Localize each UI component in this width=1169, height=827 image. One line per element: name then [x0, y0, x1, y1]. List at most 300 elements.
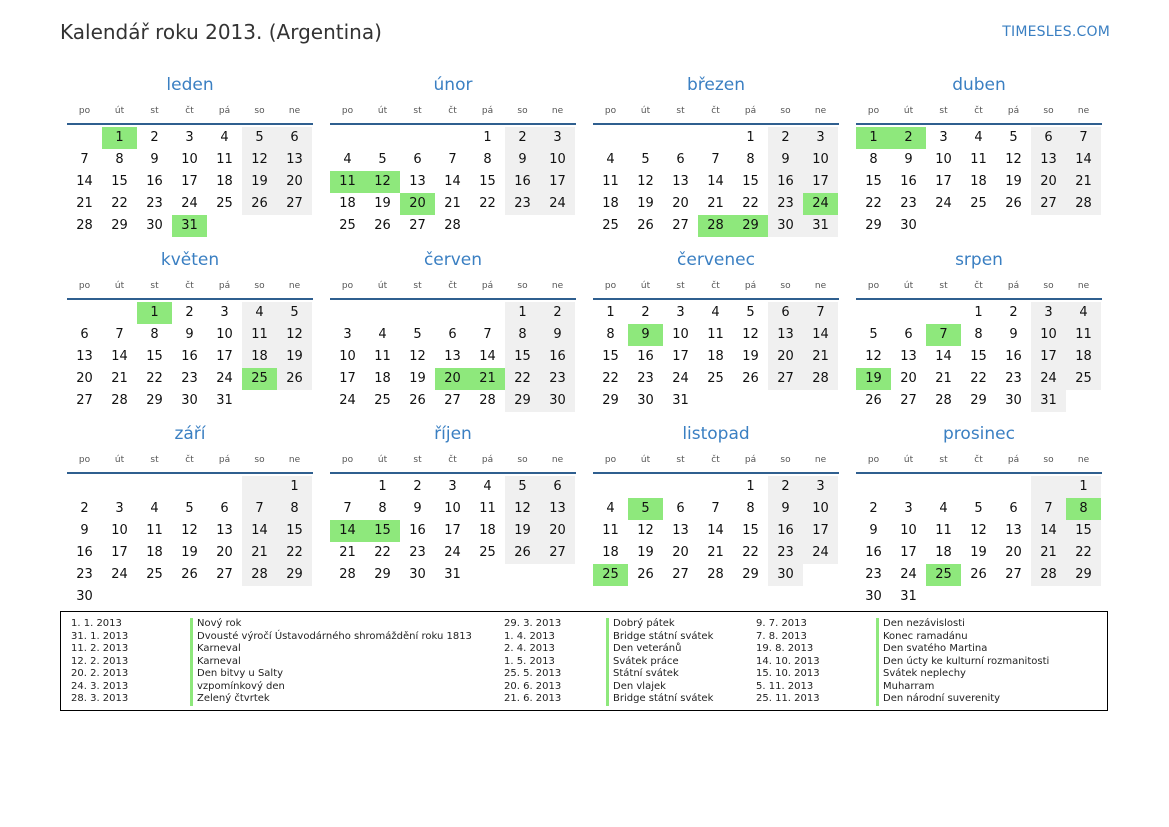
weekday-label: ne — [551, 106, 564, 116]
weekday-label: pá — [1007, 281, 1020, 291]
day-cell: 26 — [409, 393, 426, 408]
day-cell: 25 — [374, 393, 391, 408]
empty-cell — [663, 476, 698, 498]
day-cell: 4 — [606, 152, 615, 167]
day-cell: 7 — [343, 501, 352, 516]
day-cell: 24 — [111, 567, 128, 582]
day-cell: 18 — [374, 371, 391, 386]
weekday-label: po — [867, 106, 880, 116]
holiday-date: 25. 5. 2013 — [504, 668, 562, 679]
day-cell: 28 — [1031, 564, 1066, 586]
weekday-label: ne — [288, 455, 301, 465]
day-cell: 25 — [216, 196, 233, 211]
weekday-label: ne — [814, 281, 827, 291]
holiday-day: 19 — [856, 368, 891, 390]
weekday-label: po — [341, 106, 354, 116]
day-cell: 5 — [413, 327, 422, 342]
day-cell: 21 — [444, 196, 461, 211]
day-cell: 21 — [111, 371, 128, 386]
day-cell: 18 — [602, 196, 619, 211]
month-8 — [67, 423, 313, 608]
day-cell: 2 — [185, 305, 194, 320]
day-grid — [330, 127, 576, 237]
day-cell: 14 — [76, 174, 93, 189]
holiday-name: Bridge státní svátek — [606, 693, 713, 706]
day-cell: 24 — [181, 196, 198, 211]
day-cell: 24 — [216, 371, 233, 386]
day-cell: 2 — [150, 130, 159, 145]
weekday-label: st — [939, 455, 948, 465]
legend-row — [504, 681, 713, 694]
day-cell: 23 — [505, 193, 540, 215]
weekday-label: čt — [448, 281, 457, 291]
day-cell: 21 — [1066, 171, 1101, 193]
holiday-day: 28 — [698, 215, 733, 237]
legend-row — [504, 656, 713, 669]
day-cell: 10 — [216, 327, 233, 342]
day-cell: 28 — [111, 393, 128, 408]
day-cell: 1 — [746, 130, 755, 145]
holiday-date: 5. 11. 2013 — [756, 680, 814, 692]
weekday-label: pá — [218, 106, 231, 116]
day-cell: 18 — [339, 196, 356, 211]
day-cell: 5 — [505, 476, 540, 498]
month-9 — [330, 423, 576, 586]
day-cell: 22 — [742, 196, 759, 211]
legend-column-0 — [71, 618, 472, 706]
day-cell: 9 — [185, 327, 194, 342]
day-cell: 14 — [479, 349, 496, 364]
holiday-date: 1. 4. 2013 — [504, 630, 555, 642]
weekday-header — [856, 104, 1102, 125]
empty-cell — [435, 127, 470, 149]
month-name: září — [174, 424, 206, 444]
day-cell: 10 — [444, 501, 461, 516]
day-cell: 14 — [444, 174, 461, 189]
weekday-label: so — [254, 106, 265, 116]
day-cell: 6 — [676, 152, 685, 167]
day-cell: 8 — [277, 498, 312, 520]
holiday-name: Muharram — [876, 681, 934, 694]
day-cell: 29 — [505, 390, 540, 412]
day-cell: 12 — [970, 523, 987, 538]
empty-cell — [102, 302, 137, 324]
holiday-name: Den vlajek — [606, 681, 666, 694]
day-cell: 14 — [803, 324, 838, 346]
holiday-name: Den veteránů — [606, 643, 681, 656]
day-cell: 9 — [904, 152, 913, 167]
day-cell: 23 — [768, 542, 803, 564]
calendar-months — [67, 74, 1103, 604]
day-cell: 8 — [505, 324, 540, 346]
holiday-day: 2 — [891, 127, 926, 149]
day-cell: 31 — [900, 589, 917, 604]
weekday-label: pá — [744, 106, 757, 116]
weekday-label: st — [150, 455, 159, 465]
day-cell: 4 — [378, 327, 387, 342]
day-cell: 9 — [80, 523, 89, 538]
day-cell: 9 — [505, 149, 540, 171]
holiday-date: 1. 1. 2013 — [71, 618, 122, 629]
holiday-day: 20 — [435, 368, 470, 390]
day-cell: 11 — [970, 152, 987, 167]
day-cell: 27 — [444, 393, 461, 408]
weekday-label: so — [254, 281, 265, 291]
day-cell: 3 — [220, 305, 229, 320]
day-cell: 11 — [146, 523, 163, 538]
day-cell: 7 — [803, 302, 838, 324]
day-cell: 26 — [742, 371, 759, 386]
day-cell: 3 — [448, 479, 457, 494]
day-cell: 12 — [637, 523, 654, 538]
day-cell: 6 — [540, 476, 575, 498]
holiday-legend — [60, 611, 1108, 711]
holiday-name: Den bitvy u Salty — [190, 668, 283, 681]
day-cell: 30 — [146, 218, 163, 233]
weekday-label: út — [377, 281, 388, 291]
day-cell: 21 — [76, 196, 93, 211]
weekday-label: so — [780, 281, 791, 291]
weekday-label: po — [78, 106, 91, 116]
month-7 — [856, 249, 1102, 412]
day-cell: 7 — [115, 327, 124, 342]
month-name: červen — [423, 250, 483, 270]
day-cell: 5 — [746, 305, 755, 320]
day-cell: 1 — [378, 479, 387, 494]
month-name: březen — [686, 75, 746, 95]
day-cell: 12 — [181, 523, 198, 538]
day-cell: 18 — [602, 545, 619, 560]
weekday-label: čt — [711, 281, 720, 291]
day-cell: 2 — [413, 479, 422, 494]
holiday-day: 1 — [102, 127, 137, 149]
weekday-label: ne — [1077, 455, 1090, 465]
empty-cell — [1031, 476, 1066, 498]
weekday-label: so — [254, 455, 265, 465]
weekday-label: po — [604, 106, 617, 116]
day-cell: 15 — [1066, 520, 1101, 542]
empty-cell — [593, 127, 628, 149]
day-cell: 6 — [1031, 127, 1066, 149]
weekday-label: st — [413, 281, 422, 291]
weekday-label: pá — [744, 281, 757, 291]
day-cell: 15 — [277, 520, 312, 542]
day-cell: 23 — [900, 196, 917, 211]
day-cell: 24 — [672, 371, 689, 386]
legend-row — [756, 643, 1049, 656]
day-cell: 25 — [602, 218, 619, 233]
holiday-name: Den svatého Martina — [876, 643, 987, 656]
weekday-label: st — [676, 106, 685, 116]
weekday-label: út — [377, 455, 388, 465]
legend-row — [71, 681, 472, 694]
day-grid — [593, 302, 839, 412]
holiday-name: Dvousté výročí Ústavodárného shromáždění roku 1813 — [190, 631, 472, 644]
day-cell: 19 — [742, 349, 759, 364]
weekday-label: čt — [448, 106, 457, 116]
day-grid — [330, 476, 576, 586]
day-cell: 11 — [479, 501, 496, 516]
day-cell: 17 — [444, 523, 461, 538]
day-cell: 14 — [935, 349, 952, 364]
holiday-date: 1. 5. 2013 — [504, 655, 555, 667]
day-cell: 30 — [865, 589, 882, 604]
day-cell: 28 — [76, 218, 93, 233]
day-cell: 26 — [181, 567, 198, 582]
day-cell: 11 — [216, 152, 233, 167]
month-5 — [330, 249, 576, 412]
month-name: květen — [160, 250, 220, 270]
holiday-name: Svátek práce — [606, 656, 679, 669]
day-cell: 10 — [339, 349, 356, 364]
empty-cell — [926, 302, 961, 324]
day-cell: 22 — [1066, 542, 1101, 564]
day-cell: 30 — [768, 215, 803, 237]
holiday-date: 28. 3. 2013 — [71, 693, 129, 704]
day-cell: 15 — [146, 349, 163, 364]
day-cell: 4 — [220, 130, 229, 145]
day-cell: 29 — [277, 564, 312, 586]
day-cell: 16 — [540, 346, 575, 368]
day-cell: 22 — [374, 545, 391, 560]
day-cell: 10 — [803, 149, 838, 171]
holiday-name: Den nezávislosti — [876, 618, 965, 631]
day-cell: 26 — [970, 567, 987, 582]
empty-cell — [207, 476, 242, 498]
day-cell: 3 — [803, 476, 838, 498]
day-cell: 20 — [672, 196, 689, 211]
day-cell: 11 — [707, 327, 724, 342]
weekday-header — [593, 104, 839, 125]
day-cell: 17 — [216, 349, 233, 364]
day-cell: 15 — [505, 346, 540, 368]
empty-cell — [856, 476, 891, 498]
day-cell: 29 — [742, 567, 759, 582]
day-grid — [856, 302, 1102, 412]
legend-row — [756, 631, 1049, 644]
holiday-name: Karneval — [190, 656, 241, 669]
day-cell: 4 — [242, 302, 277, 324]
weekday-header — [330, 279, 576, 300]
day-cell: 19 — [970, 545, 987, 560]
day-cell: 9 — [540, 324, 575, 346]
weekday-label: ne — [551, 281, 564, 291]
day-cell: 28 — [1066, 193, 1101, 215]
legend-row — [71, 656, 472, 669]
holiday-date: 2. 4. 2013 — [504, 643, 555, 654]
weekday-label: čt — [974, 106, 983, 116]
day-cell: 20 — [277, 171, 312, 193]
day-cell: 2 — [505, 127, 540, 149]
legend-row — [756, 618, 1049, 631]
weekday-label: pá — [744, 455, 757, 465]
empty-cell — [137, 476, 172, 498]
day-cell: 25 — [479, 545, 496, 560]
holiday-day: 1 — [856, 127, 891, 149]
day-cell: 25 — [707, 371, 724, 386]
holiday-date: 14. 10. 2013 — [756, 655, 820, 667]
day-cell: 18 — [479, 523, 496, 538]
day-cell: 4 — [483, 479, 492, 494]
day-cell: 10 — [900, 523, 917, 538]
day-cell: 29 — [146, 393, 163, 408]
day-cell: 3 — [343, 327, 352, 342]
holiday-day: 1 — [137, 302, 172, 324]
legend-row — [504, 618, 713, 631]
weekday-header — [330, 104, 576, 125]
day-cell: 13 — [1005, 523, 1022, 538]
day-cell: 17 — [540, 171, 575, 193]
weekday-label: st — [150, 106, 159, 116]
weekday-header — [67, 279, 313, 300]
day-cell: 5 — [869, 327, 878, 342]
day-cell: 23 — [768, 193, 803, 215]
empty-cell — [400, 127, 435, 149]
day-grid — [593, 127, 839, 237]
empty-cell — [628, 127, 663, 149]
day-cell: 20 — [1031, 171, 1066, 193]
day-cell: 10 — [540, 149, 575, 171]
weekday-label: čt — [711, 106, 720, 116]
day-cell: 24 — [339, 393, 356, 408]
day-cell: 8 — [606, 327, 615, 342]
day-cell: 10 — [111, 523, 128, 538]
day-cell: 15 — [602, 349, 619, 364]
day-cell: 6 — [80, 327, 89, 342]
day-cell: 4 — [939, 501, 948, 516]
day-cell: 16 — [768, 171, 803, 193]
empty-cell — [663, 127, 698, 149]
weekday-header — [67, 453, 313, 474]
month-name: prosinec — [943, 424, 1015, 444]
legend-row — [504, 668, 713, 681]
weekday-label: ne — [551, 455, 564, 465]
weekday-label: ne — [814, 455, 827, 465]
day-cell: 9 — [413, 501, 422, 516]
day-cell: 22 — [970, 371, 987, 386]
holiday-day: 24 — [803, 193, 838, 215]
day-cell: 26 — [637, 567, 654, 582]
month-2 — [593, 74, 839, 237]
day-cell: 3 — [1031, 302, 1066, 324]
day-cell: 21 — [339, 545, 356, 560]
day-cell: 27 — [672, 567, 689, 582]
day-cell: 20 — [216, 545, 233, 560]
empty-cell — [926, 476, 961, 498]
day-cell: 28 — [339, 567, 356, 582]
day-cell: 6 — [1009, 501, 1018, 516]
day-cell: 13 — [444, 349, 461, 364]
holiday-name: Den úcty ke kulturní rozmanitosti — [876, 656, 1049, 669]
day-cell: 31 — [672, 393, 689, 408]
empty-cell — [330, 127, 365, 149]
brand-link[interactable]: TIMESLES.COM — [1002, 24, 1110, 40]
day-cell: 11 — [242, 324, 277, 346]
legend-row — [756, 693, 1049, 706]
empty-cell — [961, 476, 996, 498]
holiday-day: 8 — [1066, 498, 1101, 520]
empty-cell — [435, 302, 470, 324]
month-0 — [67, 74, 313, 237]
day-cell: 19 — [637, 196, 654, 211]
day-cell: 25 — [339, 218, 356, 233]
day-cell: 1 — [483, 130, 492, 145]
day-cell: 21 — [803, 346, 838, 368]
month-3 — [856, 74, 1102, 237]
day-cell: 19 — [505, 520, 540, 542]
day-cell: 19 — [181, 545, 198, 560]
legend-row — [504, 631, 713, 644]
day-cell: 2 — [768, 127, 803, 149]
day-cell: 12 — [505, 498, 540, 520]
day-cell: 5 — [242, 127, 277, 149]
weekday-header — [593, 453, 839, 474]
month-name: červenec — [677, 250, 755, 270]
weekday-label: čt — [185, 455, 194, 465]
day-cell: 15 — [111, 174, 128, 189]
empty-cell — [628, 476, 663, 498]
day-cell: 10 — [935, 152, 952, 167]
day-cell: 16 — [865, 545, 882, 560]
holiday-date: 7. 8. 2013 — [756, 630, 807, 642]
legend-column-1 — [504, 618, 713, 706]
day-cell: 20 — [1005, 545, 1022, 560]
day-cell: 1 — [746, 479, 755, 494]
weekday-label: so — [780, 455, 791, 465]
day-cell: 31 — [803, 215, 838, 237]
holiday-day: 25 — [926, 564, 961, 586]
weekday-label: po — [78, 281, 91, 291]
holiday-name: Státní svátek — [606, 668, 679, 681]
weekday-label: st — [939, 106, 948, 116]
weekday-label: ne — [814, 106, 827, 116]
holiday-day: 25 — [242, 368, 277, 390]
weekday-label: út — [640, 106, 651, 116]
day-cell: 14 — [1066, 149, 1101, 171]
empty-cell — [330, 302, 365, 324]
day-cell: 2 — [80, 501, 89, 516]
day-cell: 13 — [672, 523, 689, 538]
day-cell: 5 — [378, 152, 387, 167]
holiday-date: 21. 6. 2013 — [504, 693, 562, 704]
day-cell: 1 — [1066, 476, 1101, 498]
day-cell: 15 — [742, 523, 759, 538]
day-cell: 30 — [768, 564, 803, 586]
holiday-name: Dobrý pátek — [606, 618, 675, 631]
weekday-label: so — [517, 455, 528, 465]
empty-cell — [470, 302, 505, 324]
day-cell: 13 — [768, 324, 803, 346]
weekday-label: so — [517, 281, 528, 291]
day-cell: 23 — [865, 567, 882, 582]
day-cell: 27 — [216, 567, 233, 582]
day-cell: 6 — [676, 501, 685, 516]
day-cell: 23 — [146, 196, 163, 211]
legend-column-2 — [756, 618, 1049, 706]
day-cell: 24 — [900, 567, 917, 582]
holiday-name: Svátek neplechy — [876, 668, 966, 681]
month-6 — [593, 249, 839, 412]
weekday-label: st — [413, 455, 422, 465]
day-cell: 30 — [1005, 393, 1022, 408]
weekday-header — [593, 279, 839, 300]
day-cell: 11 — [374, 349, 391, 364]
empty-cell — [593, 476, 628, 498]
day-cell: 31 — [1031, 390, 1066, 412]
day-cell: 1 — [277, 476, 312, 498]
day-cell: 13 — [540, 498, 575, 520]
weekday-label: pá — [1007, 455, 1020, 465]
